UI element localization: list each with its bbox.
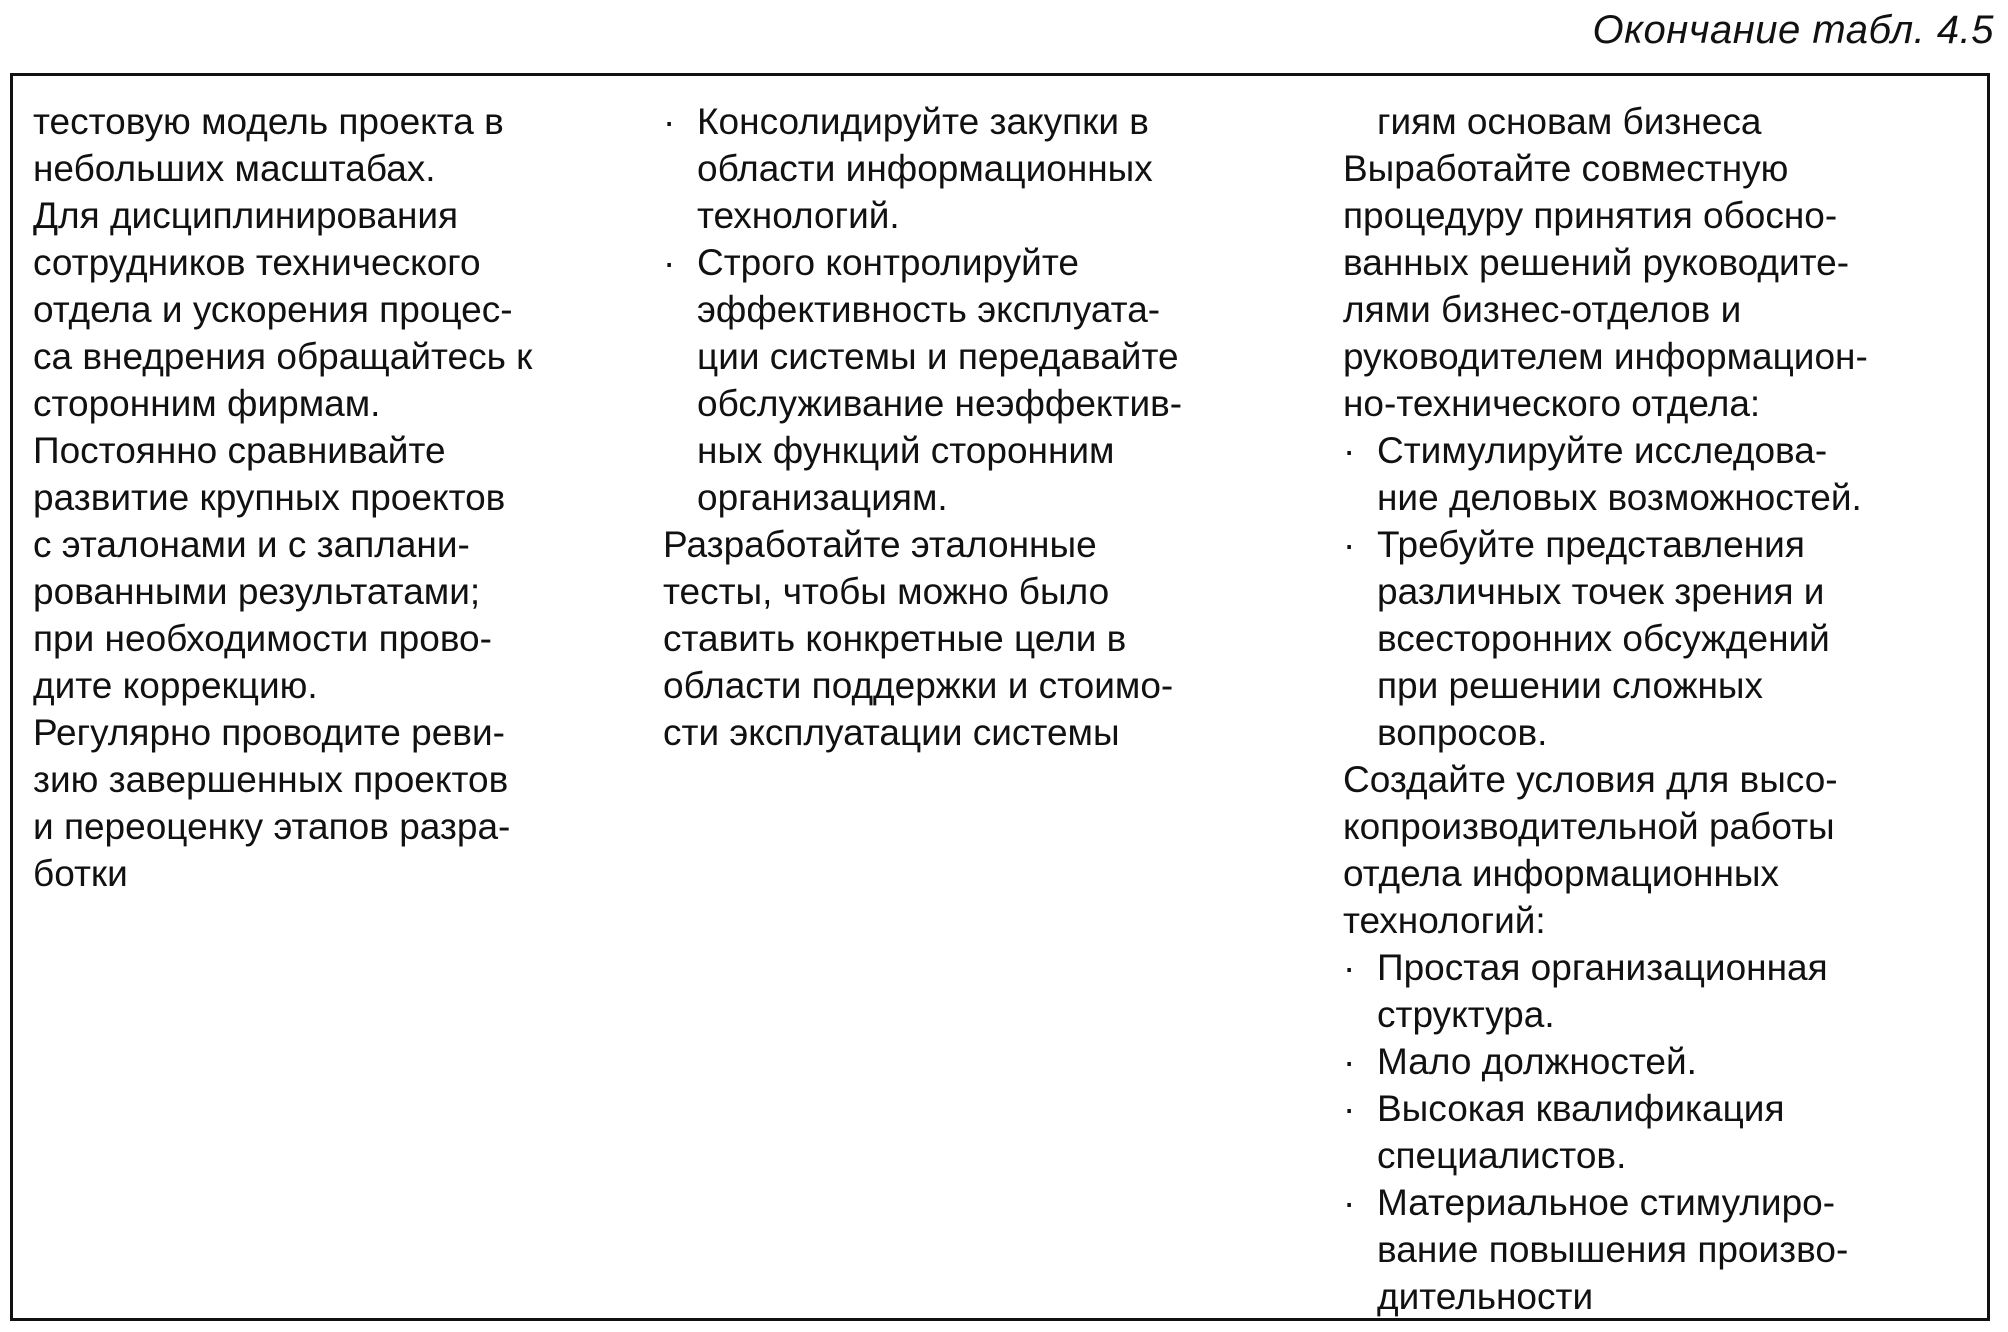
text-line — [663, 709, 1303, 756]
bullet-icon: · — [1343, 1088, 1356, 1129]
text-line — [1343, 897, 1978, 944]
bullet-continuation-line — [1343, 991, 1978, 1038]
line-text: Выработайте совместную — [1343, 148, 1789, 189]
line-text: Стимулируйте исследова- — [1377, 430, 1828, 471]
text-line — [33, 615, 663, 662]
line-text: рованными результатами; — [33, 571, 481, 612]
line-text: технологий: — [1343, 900, 1546, 941]
text-line — [33, 850, 663, 897]
bullet-continuation-line — [1343, 662, 1978, 709]
text-line — [33, 568, 663, 615]
bullet-item-line — [1343, 1038, 1978, 1085]
text-line — [1343, 145, 1978, 192]
line-text: обслуживание неэффектив- — [697, 383, 1183, 424]
line-text: ставить конкретные цели в — [663, 618, 1127, 659]
line-text: с эталонами и с заплани- — [33, 524, 470, 565]
line-text: Регулярно проводите реви- — [33, 712, 505, 753]
bullet-continuation-line — [1343, 709, 1978, 756]
bullet-continuation-line — [1343, 98, 1978, 145]
text-line — [1343, 286, 1978, 333]
text-line — [663, 662, 1303, 709]
table-column-2 — [663, 98, 1303, 756]
text-line — [663, 521, 1303, 568]
line-text: Консолидируйте закупки в — [697, 101, 1149, 142]
text-line — [33, 380, 663, 427]
bullet-icon: · — [1343, 947, 1356, 988]
bullet-continuation-line — [1343, 1132, 1978, 1179]
bullet-icon: · — [663, 242, 676, 283]
text-line — [33, 427, 663, 474]
bullet-continuation-line — [663, 192, 1303, 239]
text-line — [1343, 239, 1978, 286]
line-text: и переоценку этапов разра- — [33, 806, 511, 847]
line-text: ние деловых возможностей. — [1377, 477, 1862, 518]
bullet-item-line — [1343, 1179, 1978, 1226]
line-text: ных функций сторонним — [697, 430, 1115, 471]
line-text: гиям основам бизнеса — [1377, 101, 1762, 142]
line-text: лями бизнес-отделов и — [1343, 289, 1742, 330]
line-text: Строго контролируйте — [697, 242, 1079, 283]
line-text: различных точек зрения и — [1377, 571, 1825, 612]
text-line — [33, 286, 663, 333]
line-text: Постоянно сравнивайте — [33, 430, 446, 471]
line-text: Разработайте эталонные — [663, 524, 1097, 565]
text-line — [33, 192, 663, 239]
bullet-continuation-line — [663, 380, 1303, 427]
text-line — [33, 474, 663, 521]
bullet-item-line — [1343, 427, 1978, 474]
line-text: тесты, чтобы можно было — [663, 571, 1110, 612]
line-text: но-технического отдела: — [1343, 383, 1761, 424]
bullet-icon: · — [1343, 1182, 1356, 1223]
table-column-3 — [1343, 98, 1978, 1320]
line-text: ванных решений руководите- — [1343, 242, 1850, 283]
bullet-continuation-line — [663, 427, 1303, 474]
text-line — [1343, 380, 1978, 427]
text-line — [1343, 192, 1978, 239]
line-text: структура. — [1377, 994, 1555, 1035]
bullet-icon: · — [1343, 524, 1356, 565]
line-text: процедуру принятия обосно- — [1343, 195, 1838, 236]
bullet-item-line — [1343, 1085, 1978, 1132]
bullet-icon: · — [1343, 430, 1356, 471]
text-line — [663, 615, 1303, 662]
line-text: Для дисциплинирования — [33, 195, 459, 236]
bullet-icon: · — [1343, 1041, 1356, 1082]
bullet-continuation-line — [1343, 1273, 1978, 1320]
line-text: специалистов. — [1377, 1135, 1627, 1176]
line-text: Мало должностей. — [1377, 1041, 1697, 1082]
text-line — [33, 709, 663, 756]
line-text: организациям. — [697, 477, 948, 518]
table-column-1 — [33, 98, 663, 897]
line-text: всесторонних обсуждений — [1377, 618, 1830, 659]
line-text: ботки — [33, 853, 128, 894]
table-caption: Окончание табл. 4.5 — [1592, 8, 1994, 52]
line-text: сотрудников технического — [33, 242, 481, 283]
bullet-item-line — [1343, 521, 1978, 568]
line-text: отдела информационных — [1343, 853, 1779, 894]
line-text: Простая организационная — [1377, 947, 1828, 988]
bullet-item-line — [1343, 944, 1978, 991]
line-text: развитие крупных проектов — [33, 477, 506, 518]
text-line — [1343, 850, 1978, 897]
bullet-continuation-line — [1343, 615, 1978, 662]
line-text: области информационных — [697, 148, 1153, 189]
bullet-continuation-line — [663, 286, 1303, 333]
line-text: технологий. — [697, 195, 900, 236]
bullet-continuation-line — [663, 145, 1303, 192]
table-frame — [10, 73, 1990, 1321]
line-text: тестовую модель проекта в — [33, 101, 504, 142]
line-text: небольших масштабах. — [33, 148, 436, 189]
line-text: эффективность эксплуата- — [697, 289, 1161, 330]
line-text: Требуйте представления — [1377, 524, 1805, 565]
text-line — [33, 239, 663, 286]
text-line — [33, 756, 663, 803]
line-text: Высокая квалификация — [1377, 1088, 1785, 1129]
line-text: сти эксплуатации системы — [663, 712, 1120, 753]
text-line — [33, 333, 663, 380]
line-text: дительности — [1377, 1276, 1594, 1317]
line-text: Материальное стимулиро- — [1377, 1182, 1836, 1223]
text-line — [1343, 803, 1978, 850]
line-text: руководителем информацион- — [1343, 336, 1868, 377]
bullet-continuation-line — [663, 474, 1303, 521]
text-line — [33, 662, 663, 709]
text-line — [1343, 333, 1978, 380]
line-text: дите коррекцию. — [33, 665, 318, 706]
line-text: са внедрения обращайтесь к — [33, 336, 533, 377]
text-line — [33, 145, 663, 192]
bullet-icon: · — [663, 101, 676, 142]
line-text: вание повышения произво- — [1377, 1229, 1849, 1270]
bullet-continuation-line — [663, 333, 1303, 380]
line-text: области поддержки и стоимо- — [663, 665, 1174, 706]
text-line — [33, 98, 663, 145]
text-line — [33, 803, 663, 850]
bullet-item-line — [663, 239, 1303, 286]
text-line — [663, 568, 1303, 615]
line-text: зию завершенных проектов — [33, 759, 509, 800]
line-text: Создайте условия для высо- — [1343, 759, 1838, 800]
line-text: при решении сложных — [1377, 665, 1763, 706]
line-text: сторонним фирмам. — [33, 383, 381, 424]
line-text: копроизводительной работы — [1343, 806, 1835, 847]
line-text: вопросов. — [1377, 712, 1548, 753]
line-text: при необходимости прово- — [33, 618, 492, 659]
line-text: отдела и ускорения процес- — [33, 289, 513, 330]
bullet-item-line — [663, 98, 1303, 145]
text-line — [1343, 756, 1978, 803]
line-text: ции системы и передавайте — [697, 336, 1179, 377]
bullet-continuation-line — [1343, 1226, 1978, 1273]
bullet-continuation-line — [1343, 568, 1978, 615]
text-line — [33, 521, 663, 568]
bullet-continuation-line — [1343, 474, 1978, 521]
